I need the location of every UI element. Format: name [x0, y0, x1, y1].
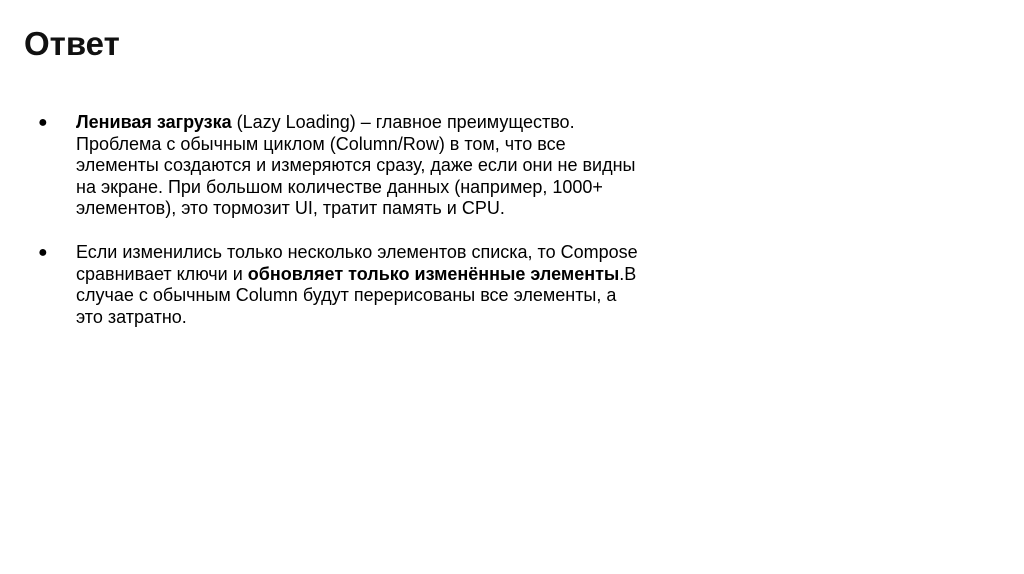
bullet-icon: ● [38, 114, 48, 131]
bullet-item-keys-update [38, 242, 638, 328]
bullet-bold-lead: Ленивая загрузка [76, 112, 232, 132]
bullet-text [76, 112, 635, 218]
slide-title: Ответ [24, 25, 120, 62]
bullet-body: (Lazy Loading) – главное преимущество. Проблема с обычным циклом (Column/Row) в том, что все элементы создаются и измеряются сразу, даже если они не видны на экране. При большом количестве данных (например, 1000+ элементов), это тормозит UI, тратит память и CPU. [76, 112, 636, 219]
bullet-text [76, 242, 638, 327]
bullet-item-lazy-loading [38, 112, 638, 220]
bullet-list [38, 112, 638, 350]
bullet-icon: ● [38, 243, 48, 261]
bullet-body-after: .В случае с обычным Column будут перерисованы все элементы, а это затратно. [76, 263, 637, 327]
bullet-body-before: Если изменились только несколько элементов списка, то Compose сравнивает ключи и [76, 241, 638, 284]
bullet-bold-mid: обновляет только изменённые элементы [247, 263, 620, 284]
